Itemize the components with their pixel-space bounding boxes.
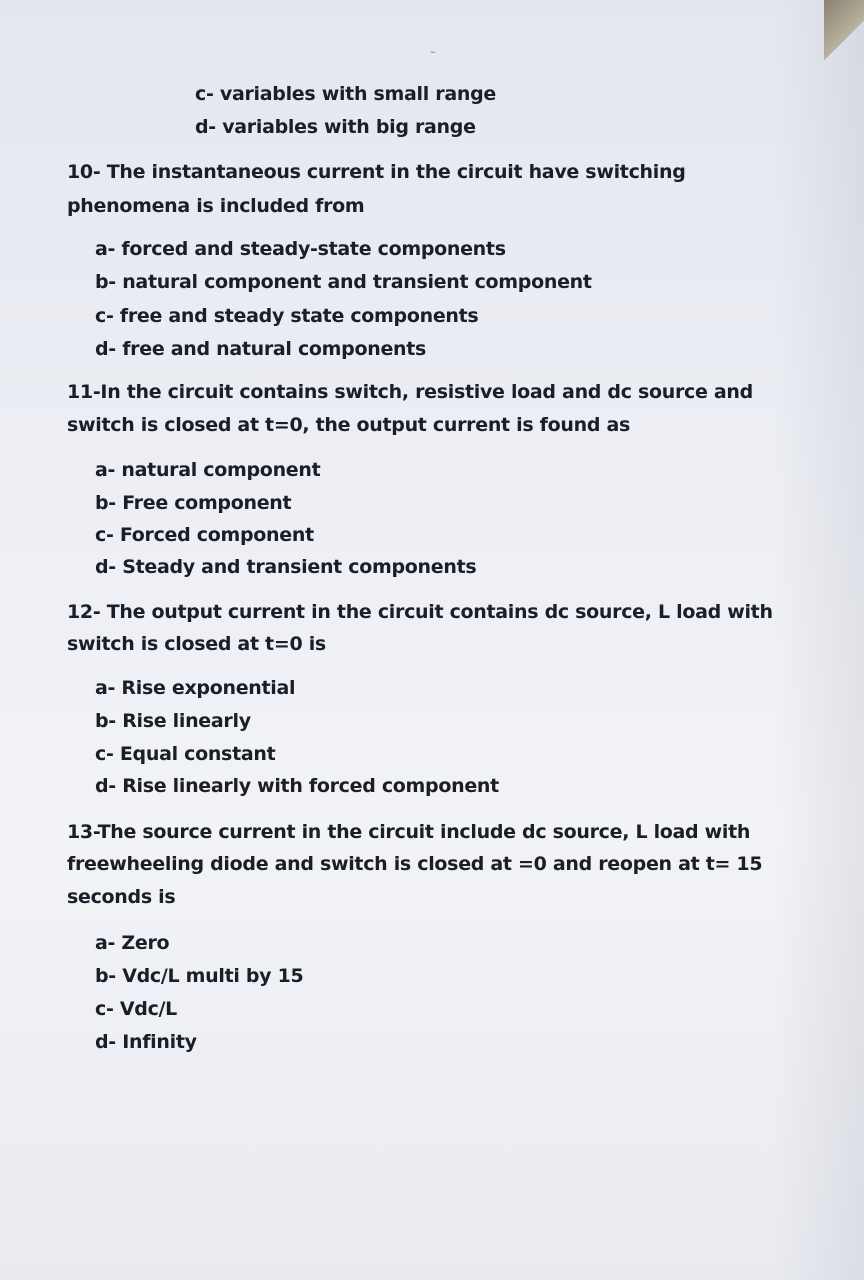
option-a: a- forced and steady-state components bbox=[95, 238, 506, 260]
option-c: c- Vdc/L bbox=[95, 998, 177, 1020]
option-c: c- Equal constant bbox=[95, 743, 276, 765]
question-stem-line: freewheeling diode and switch is closed at =0 and reopen at t= 15 bbox=[67, 853, 763, 875]
question-stem-line: switch is closed at t=0, the output current is found as bbox=[67, 414, 631, 436]
option-b: b- natural component and transient component bbox=[95, 271, 592, 293]
option-b: b- Rise linearly bbox=[95, 710, 251, 732]
option-c: c- Forced component bbox=[95, 524, 314, 546]
option-d: d- Steady and transient components bbox=[95, 556, 477, 578]
intro-option-d: d- variables with big range bbox=[195, 116, 476, 138]
option-a: a- natural component bbox=[95, 459, 321, 481]
question-stem-line: seconds is bbox=[67, 886, 176, 908]
option-a: a- Rise exponential bbox=[95, 677, 296, 699]
option-d: d- Rise linearly with forced component bbox=[95, 775, 499, 797]
option-d: d- free and natural components bbox=[95, 338, 427, 360]
option-b: b- Vdc/L multi by 15 bbox=[95, 965, 304, 987]
option-a: a- Zero bbox=[95, 932, 170, 954]
stray-mark: - bbox=[430, 42, 436, 61]
question-stem-line: 10- The instantaneous current in the circuit have switching bbox=[67, 161, 686, 183]
option-c: c- free and steady state components bbox=[95, 305, 479, 327]
option-d: d- Infinity bbox=[95, 1031, 197, 1053]
question-stem-line: phenomena is included from bbox=[67, 195, 365, 217]
question-stem-line: 12- The output current in the circuit contains dc source, L load with bbox=[67, 601, 773, 623]
question-stem-line: 13-The source current in the circuit include dc source, L load with bbox=[67, 821, 751, 843]
intro-option-c: c- variables with small range bbox=[195, 83, 496, 105]
question-stem-line: 11-In the circuit contains switch, resistive load and dc source and bbox=[67, 381, 753, 403]
option-b: b- Free component bbox=[95, 492, 292, 514]
question-stem-line: switch is closed at t=0 is bbox=[67, 633, 326, 655]
